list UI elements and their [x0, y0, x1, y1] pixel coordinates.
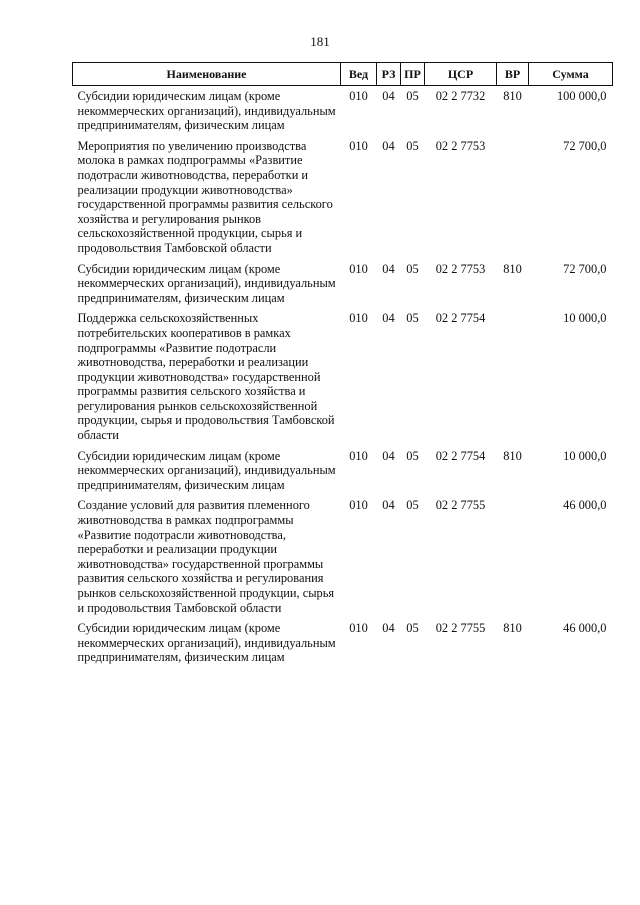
row-name: Субсидии юридическим лицам (кроме некоммерческих организаций), индивидуальным предпринимателям, физическим лицам [77, 89, 336, 133]
row-rz: 04 [382, 311, 395, 326]
header-sum: Сумма [529, 63, 613, 86]
row-pr: 05 [406, 261, 419, 276]
row-csr: 02 2 7753 [435, 261, 486, 276]
row-ved: 010 [349, 89, 368, 103]
row-sum: 100 000,0 [556, 89, 607, 103]
row-name: Субсидии юридическим лицам (кроме некоммерческих организаций), индивидуальным предпринимателям, физическим лицам [77, 448, 336, 492]
row-csr: 02 2 7732 [435, 89, 486, 103]
row-ved: 010 [349, 261, 368, 276]
table-row [73, 86, 613, 136]
table-row [73, 308, 613, 445]
row-sum: 46 000,0 [563, 498, 607, 513]
row-sum: 46 000,0 [563, 621, 607, 636]
budget-table [72, 62, 613, 668]
row-pr: 05 [406, 89, 419, 103]
row-name: Мероприятия по увеличению производства молока в рамках подпрограммы «Развитие подотрасли животноводства, переработки и реализации продукции животноводства» государственной программы развития сельского хозяйства и регулирования рынков сельскохозяйственной продукции, сырья и продовольствия Тамбовской области [77, 138, 333, 255]
row-csr: 02 2 7753 [435, 138, 486, 153]
row-pr: 05 [406, 621, 419, 636]
row-sum: 72 700,0 [563, 138, 607, 153]
row-name: Субсидии юридическим лицам (кроме некоммерческих организаций), индивидуальным предпринимателям, физическим лицам [77, 621, 336, 665]
row-pr: 05 [406, 448, 419, 463]
row-pr: 05 [406, 138, 419, 153]
row-vr [497, 136, 529, 259]
row-name: Субсидии юридическим лицам (кроме некоммерческих организаций), индивидуальным предпринимателям, физическим лицам [77, 261, 336, 305]
row-csr: 02 2 7755 [435, 621, 486, 636]
row-rz: 04 [382, 138, 395, 153]
header-ved: Вед [341, 63, 377, 86]
row-sum: 10 000,0 [563, 311, 607, 326]
row-name: Создание условий для развития племенного животноводства в рамках подпрограммы «Развитие подотрасли животноводства, переработки и реализации продукции животноводства» государственной программы развития сельского хозяйства и регулирования рынков сельскохозяйственной продукции, сырья и продовольствия Тамбовской области [77, 498, 335, 615]
row-ved: 010 [349, 311, 368, 326]
header-name: Наименование [73, 63, 341, 86]
row-vr: 810 [503, 261, 522, 276]
table-row [73, 618, 613, 668]
row-ved: 010 [349, 138, 368, 153]
row-pr: 05 [406, 311, 419, 326]
row-ved: 010 [349, 621, 368, 636]
table-row [73, 136, 613, 259]
row-rz: 04 [382, 89, 395, 103]
row-vr [497, 308, 529, 445]
row-vr [497, 495, 529, 618]
row-csr: 02 2 7755 [435, 498, 486, 513]
header-vr: ВР [497, 63, 529, 86]
table-header [73, 63, 613, 86]
row-vr: 810 [503, 621, 522, 636]
page-number: 181 [310, 34, 330, 49]
header-pr: ПР [401, 63, 425, 86]
row-vr: 810 [503, 448, 522, 463]
row-sum: 72 700,0 [563, 261, 607, 276]
row-sum: 10 000,0 [563, 448, 607, 463]
table-row [73, 259, 613, 309]
row-rz: 04 [382, 261, 395, 276]
row-vr: 810 [503, 89, 522, 103]
table-row [73, 495, 613, 618]
row-pr: 05 [406, 498, 419, 513]
row-rz: 04 [382, 621, 395, 636]
header-csr: ЦСР [425, 63, 497, 86]
row-name: Поддержка сельскохозяйственных потребительских кооперативов в рамках подпрограммы «Развитие подотрасли животноводства, переработки и реализации продукции животноводства» государственной программы развития сельского хозяйства и регулирования рынков сельскохозяйственной продукции, сырья и продовольствия Тамбовской области [77, 311, 335, 443]
table-row [73, 446, 613, 496]
row-rz: 04 [382, 448, 395, 463]
row-ved: 010 [349, 448, 368, 463]
table-body [73, 86, 613, 668]
row-rz: 04 [382, 498, 395, 513]
row-ved: 010 [349, 498, 368, 513]
header-rz: РЗ [377, 63, 401, 86]
row-csr: 02 2 7754 [435, 448, 486, 463]
row-csr: 02 2 7754 [435, 311, 486, 326]
